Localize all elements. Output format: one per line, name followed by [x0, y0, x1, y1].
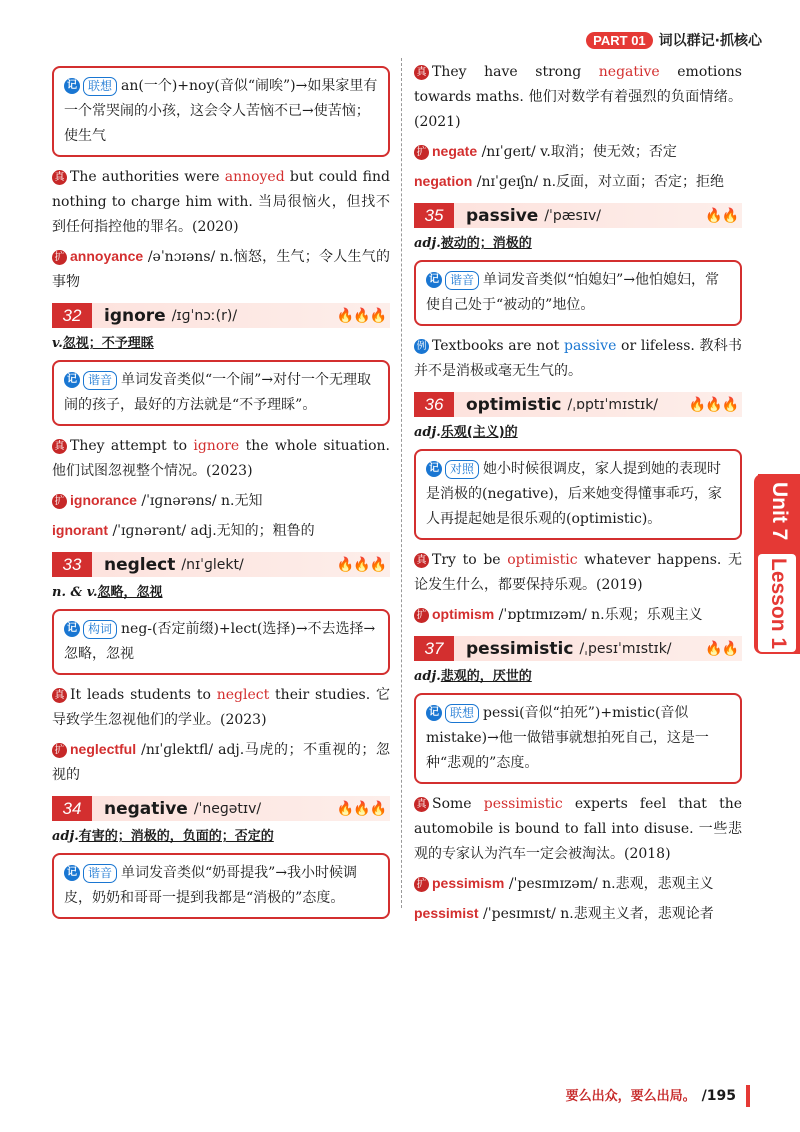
- memory-text: an(一个)+noy(音似“闹唉”)→如果家里有一个常哭闹的小孩，这会令人苦恼不已→使苦恼；使生气: [64, 78, 378, 144]
- phonetic: /ˌɒptɪˈmɪstɪk/: [567, 396, 659, 413]
- memory-text: pessi(音似“拍死”)+mistic(音似mistake)→他一做错事就想拍死自己，这是一种“悲观的”态度。: [426, 705, 709, 771]
- kuo-marker-icon: 扩: [52, 743, 67, 758]
- li-marker-icon: 例: [414, 339, 429, 354]
- page-number: /195: [701, 1088, 736, 1104]
- memory-box: [414, 260, 742, 326]
- memory-box: [52, 66, 390, 157]
- right-column: [414, 60, 742, 931]
- part-of-speech: adj.悲观的，厌世的: [414, 669, 532, 684]
- memory-tag: 对照: [445, 460, 479, 479]
- memory-text: 她小时候很调皮，家人提到她的表现时是消极的(negative)，后来她变得懂事乖巧，家人再提起她是很乐观的(optimistic)。: [426, 461, 722, 527]
- phonetic: /ɪɡˈnɔː(r)/: [171, 307, 238, 324]
- fire-icon: 🔥🔥🔥: [336, 307, 386, 324]
- memory-logo-icon: 记: [426, 461, 442, 477]
- headword: passive: [466, 205, 539, 226]
- memory-text: neg-(否定前缀)+lect(选择)→不去选择→忽略，忽视: [64, 621, 376, 662]
- kuo-marker-icon: 扩: [414, 608, 429, 623]
- word-number: 34: [52, 796, 92, 821]
- memory-box: [52, 360, 390, 426]
- example-sentence: 真 They attempt to ignore the whole situation. 他们试图忽视整个情况。(2023): [52, 438, 391, 479]
- part-of-speech: adj.被动的；消极的: [414, 236, 532, 251]
- left-column: [52, 60, 390, 927]
- derived-word: 扩 optimism /ˈɒptɪmɪzəm/ n.乐观；乐观主义: [414, 602, 742, 628]
- zhen-marker-icon: 真: [52, 439, 67, 454]
- word-header-34: [52, 796, 390, 821]
- memory-tag: 构词: [83, 620, 117, 639]
- unit-label: Unit 7: [758, 474, 794, 552]
- fire-icon: 🔥🔥🔥: [688, 396, 738, 413]
- word-number: 35: [414, 203, 454, 228]
- part-of-speech: v.忽视；不予理睬: [52, 336, 154, 351]
- headword: pessimistic: [466, 638, 574, 659]
- derived-word: ignorant /ˈɪɡnərənt/ adj.无知的；粗鲁的: [52, 522, 315, 539]
- kuo-marker-icon: 扩: [52, 250, 67, 265]
- fire-icon: 🔥🔥🔥: [336, 800, 386, 817]
- memory-text: 单词发音类似“怕媳妇”→他怕媳妇，常使自己处于“被动的”地位。: [426, 272, 720, 313]
- header-title: 词以群记·抓核心: [658, 33, 762, 49]
- memory-tag: 联想: [83, 77, 117, 96]
- memory-logo-icon: 记: [64, 78, 80, 94]
- example-sentence: 真 Some pessimistic experts feel that the automobile is bound to fall into disuse. 一些悲观的专家认为汽车一定会被淘汰。(2018): [414, 796, 742, 862]
- zhen-marker-icon: 真: [414, 65, 429, 80]
- fire-icon: 🔥🔥: [705, 640, 738, 657]
- memory-box: [52, 609, 390, 675]
- memory-tag: 谐音: [83, 864, 117, 883]
- example-sentence: 真 The authorities were annoyed but could find nothing to charge him with. 当局很恼火，但找不到任何指控他的罪名。(2020): [52, 169, 390, 235]
- derived-word: 扩 ignorance /ˈɪɡnərəns/ n.无知: [52, 488, 390, 514]
- word-header-32: [52, 303, 390, 328]
- footer-accent-bar: [746, 1085, 750, 1107]
- phonetic: /ˈneɡətɪv/: [193, 800, 262, 817]
- memory-logo-icon: 记: [64, 621, 80, 637]
- fire-icon: 🔥🔥: [705, 207, 738, 224]
- memory-box: [52, 853, 390, 919]
- zhen-marker-icon: 真: [414, 553, 429, 568]
- phonetic: /ˌpesɪˈmɪstɪk/: [579, 640, 672, 657]
- kuo-marker-icon: 扩: [414, 145, 429, 160]
- example-sentence: 例 Textbooks are not passive or lifeless. 教科书并不是消极或毫无生气的。: [414, 338, 742, 379]
- memory-tag: 谐音: [445, 271, 479, 290]
- memory-logo-icon: 记: [426, 705, 442, 721]
- part-of-speech: adj.乐观(主义)的: [414, 425, 518, 440]
- derived-word: 扩 negate /nɪˈɡeɪt/ v.取消；使无效；否定: [414, 139, 742, 165]
- memory-tag: 谐音: [83, 371, 117, 390]
- phonetic: /ˈpæsɪv/: [544, 207, 602, 224]
- example-sentence: 真 It leads students to neglect their studies. 它导致学生忽视他们的学业。(2023): [52, 687, 391, 728]
- memory-tag: 联想: [445, 704, 479, 723]
- derived-word: 扩 neglectful /nɪˈɡlektfl/ adj.马虎的；不重视的；忽视的: [52, 741, 390, 783]
- word-number: 32: [52, 303, 92, 328]
- derived-word: 扩 annoyance /əˈnɔɪəns/ n.恼怒，生气；令人生气的事物: [52, 248, 390, 290]
- headword: negative: [104, 798, 188, 819]
- word-header-37: [414, 636, 742, 661]
- phonetic: /nɪˈɡlekt/: [181, 556, 244, 573]
- headword: neglect: [104, 554, 176, 575]
- kuo-marker-icon: 扩: [414, 877, 429, 892]
- word-header-35: [414, 203, 742, 228]
- example-sentence: 真 They have strong negative emotions towards maths. 他们对数学有着强烈的负面情绪。(2021): [414, 64, 742, 130]
- memory-box: [414, 449, 742, 540]
- example-sentence: 真 Try to be optimistic whatever happens. 无论发生什么，都要保持乐观。(2019): [414, 552, 743, 593]
- zhen-marker-icon: 真: [52, 688, 67, 703]
- lesson-label: Lesson 1: [758, 554, 796, 652]
- word-number: 33: [52, 552, 92, 577]
- word-number: 37: [414, 636, 454, 661]
- word-header-36: [414, 392, 742, 417]
- part-of-speech: n. & v.忽略，忽视: [52, 585, 163, 600]
- memory-box: [414, 693, 742, 784]
- derived-word: 扩 pessimism /ˈpesɪmɪzəm/ n.悲观，悲观主义: [414, 871, 742, 897]
- kuo-marker-icon: 扩: [52, 494, 67, 509]
- memory-logo-icon: 记: [64, 372, 80, 388]
- zhen-marker-icon: 真: [414, 797, 429, 812]
- memory-text: 单词发音类似“奶哥提我”→我小时候调皮，奶奶和哥哥一提到我都是“消极的”态度。: [64, 865, 358, 906]
- memory-logo-icon: 记: [426, 272, 442, 288]
- part-badge: PART 01: [586, 32, 653, 49]
- derived-word: negation /nɪˈɡeɪʃn/ n.反面，对立面；否定；拒绝: [414, 173, 725, 190]
- memory-logo-icon: 记: [64, 865, 80, 881]
- derived-word: pessimist /ˈpesɪmɪst/ n.悲观主义者，悲观论者: [414, 905, 714, 922]
- part-of-speech: adj.有害的；消极的，负面的；否定的: [52, 829, 274, 844]
- word-header-33: [52, 552, 390, 577]
- headword: ignore: [104, 305, 166, 326]
- unit-side-tab: [754, 474, 800, 654]
- page-header: [586, 30, 762, 50]
- headword: optimistic: [466, 394, 562, 415]
- zhen-marker-icon: 真: [52, 170, 67, 185]
- footer-motto: 要么出众，要么出局。: [565, 1089, 696, 1104]
- fire-icon: 🔥🔥🔥: [336, 556, 386, 573]
- page-footer: [566, 1085, 736, 1104]
- column-divider: [401, 58, 402, 908]
- memory-text: 单词发音类似“一个闹”→对付一个无理取闹的孩子，最好的方法就是“不予理睬”。: [64, 372, 372, 413]
- word-number: 36: [414, 392, 454, 417]
